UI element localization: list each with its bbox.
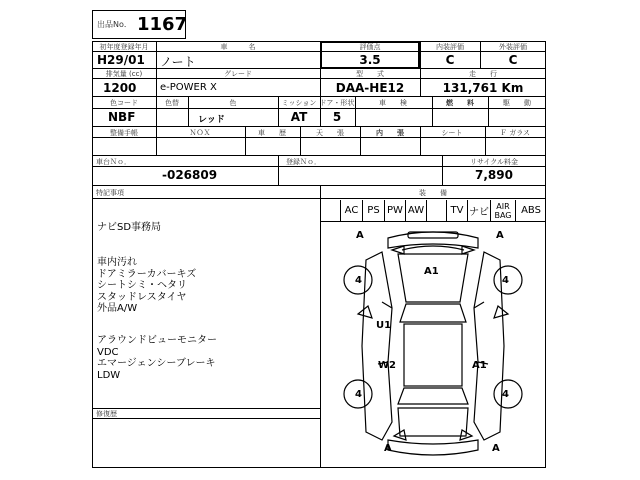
inspection-header: 車 検 [379, 99, 407, 107]
recycle-fee-value: 7,890 [475, 168, 513, 182]
equipment-header: 装 備 [419, 189, 447, 197]
damage-mark-front-right: A [496, 230, 504, 241]
fuel-header: 燃 料 [446, 99, 474, 107]
first-registration-value: H29/01 [97, 53, 145, 67]
interior-grade-header: 内装評価 [436, 43, 464, 51]
transmission-header: ミッション [281, 99, 317, 107]
first-registration-header: 初年度登録年月 [99, 43, 149, 51]
color-value: レッド [198, 115, 225, 125]
option-abs: ABS [515, 200, 546, 221]
chassis-number-value: -026809 [162, 168, 218, 182]
option-blank [426, 200, 446, 221]
option-navi: ナビ [467, 200, 490, 221]
score-value: 3.5 [359, 53, 381, 67]
nox-header: ＮＯＸ [189, 129, 211, 137]
option-tv: TV [446, 200, 467, 221]
model-value: DAA-HE12 [335, 81, 405, 95]
chassis-number-header: 車台Ｎｏ． [96, 158, 131, 166]
transmission-value: AT [290, 110, 308, 124]
roof-lining-header: 天 張 [316, 129, 344, 137]
door-value: 5 [332, 110, 342, 124]
color-code-value: NBF [108, 110, 136, 124]
front-glass-header: Ｆ ガラス [499, 129, 531, 137]
damage-mark-hood: A1 [424, 266, 439, 277]
option-aw: AW [405, 200, 426, 221]
recycle-fee-header: リサイクル料金 [469, 158, 519, 166]
notes-block-1: ナビSD事務局 [97, 222, 162, 233]
displacement-header: 排気量 (cc) [105, 70, 143, 78]
interior-lining-header: 内 張 [376, 129, 404, 137]
drive-header: 駆 動 [503, 99, 531, 107]
notes-block-3: アラウンドビューモニター VDC エマージェンシーブレーキ LDW [97, 335, 217, 381]
door-shape-header: ドア・形状 [319, 99, 355, 107]
grade-header: グレード [224, 70, 252, 78]
lot-number-box [92, 10, 186, 39]
interior-grade-value: C [445, 53, 455, 67]
car-damage-diagram [320, 222, 546, 468]
damage-mark-wheel-fl: 4 [355, 275, 362, 286]
damage-mark-left-door: U1 [376, 320, 392, 331]
car-name-header: 車 名 [220, 43, 256, 51]
damage-mark-wheel-rr: 4 [502, 389, 509, 400]
seat-header: シート [441, 129, 463, 137]
exterior-grade-header: 外装評価 [499, 43, 527, 51]
color-change-header: 色替 [165, 99, 179, 107]
damage-mark-front-left: A [356, 230, 364, 241]
damage-mark-right-rear: A1 [472, 360, 487, 371]
damage-mark-rear-right: A [492, 443, 500, 454]
special-notes-header: 特記事項 [96, 189, 124, 197]
score-header: 評価点 [359, 43, 381, 51]
damage-mark-wheel-rl: 4 [355, 389, 362, 400]
registration-number-header: 登録Ｎｏ． [286, 158, 321, 166]
history-header: 車 歴 [258, 129, 286, 137]
model-header: 型 式 [356, 70, 384, 78]
car-name-value: ノート [160, 55, 196, 69]
mileage-value: 131,761 Km [442, 81, 524, 95]
option-ps: PS [362, 200, 384, 221]
option-airbag: AIR BAG [490, 200, 515, 221]
color-code-header: 色コード [110, 99, 138, 107]
notes-block-2: 車内汚れ ドアミラーカバーキズ シートシミ・ヘタリ スタッドレスタイヤ 外品A/W [97, 257, 197, 314]
lot-number-value: 1167 [137, 14, 188, 35]
option-ac: AC [340, 200, 362, 221]
displacement-value: 1200 [103, 81, 137, 95]
mileage-header: 走 行 [469, 70, 497, 78]
damage-mark-left-rear: W2 [378, 360, 396, 371]
exterior-grade-value: C [508, 53, 518, 67]
repair-history-header: 修復歴 [96, 410, 117, 418]
option-pw: PW [384, 200, 405, 221]
grade-value: e-POWER X [160, 82, 217, 93]
damage-mark-rear-left: A [384, 443, 392, 454]
damage-mark-wheel-fr: 4 [502, 275, 509, 286]
color-header: 色 [229, 99, 237, 107]
lot-number-label: 出品No． [97, 20, 132, 29]
maintenance-book-header: 整備手帳 [110, 129, 138, 137]
